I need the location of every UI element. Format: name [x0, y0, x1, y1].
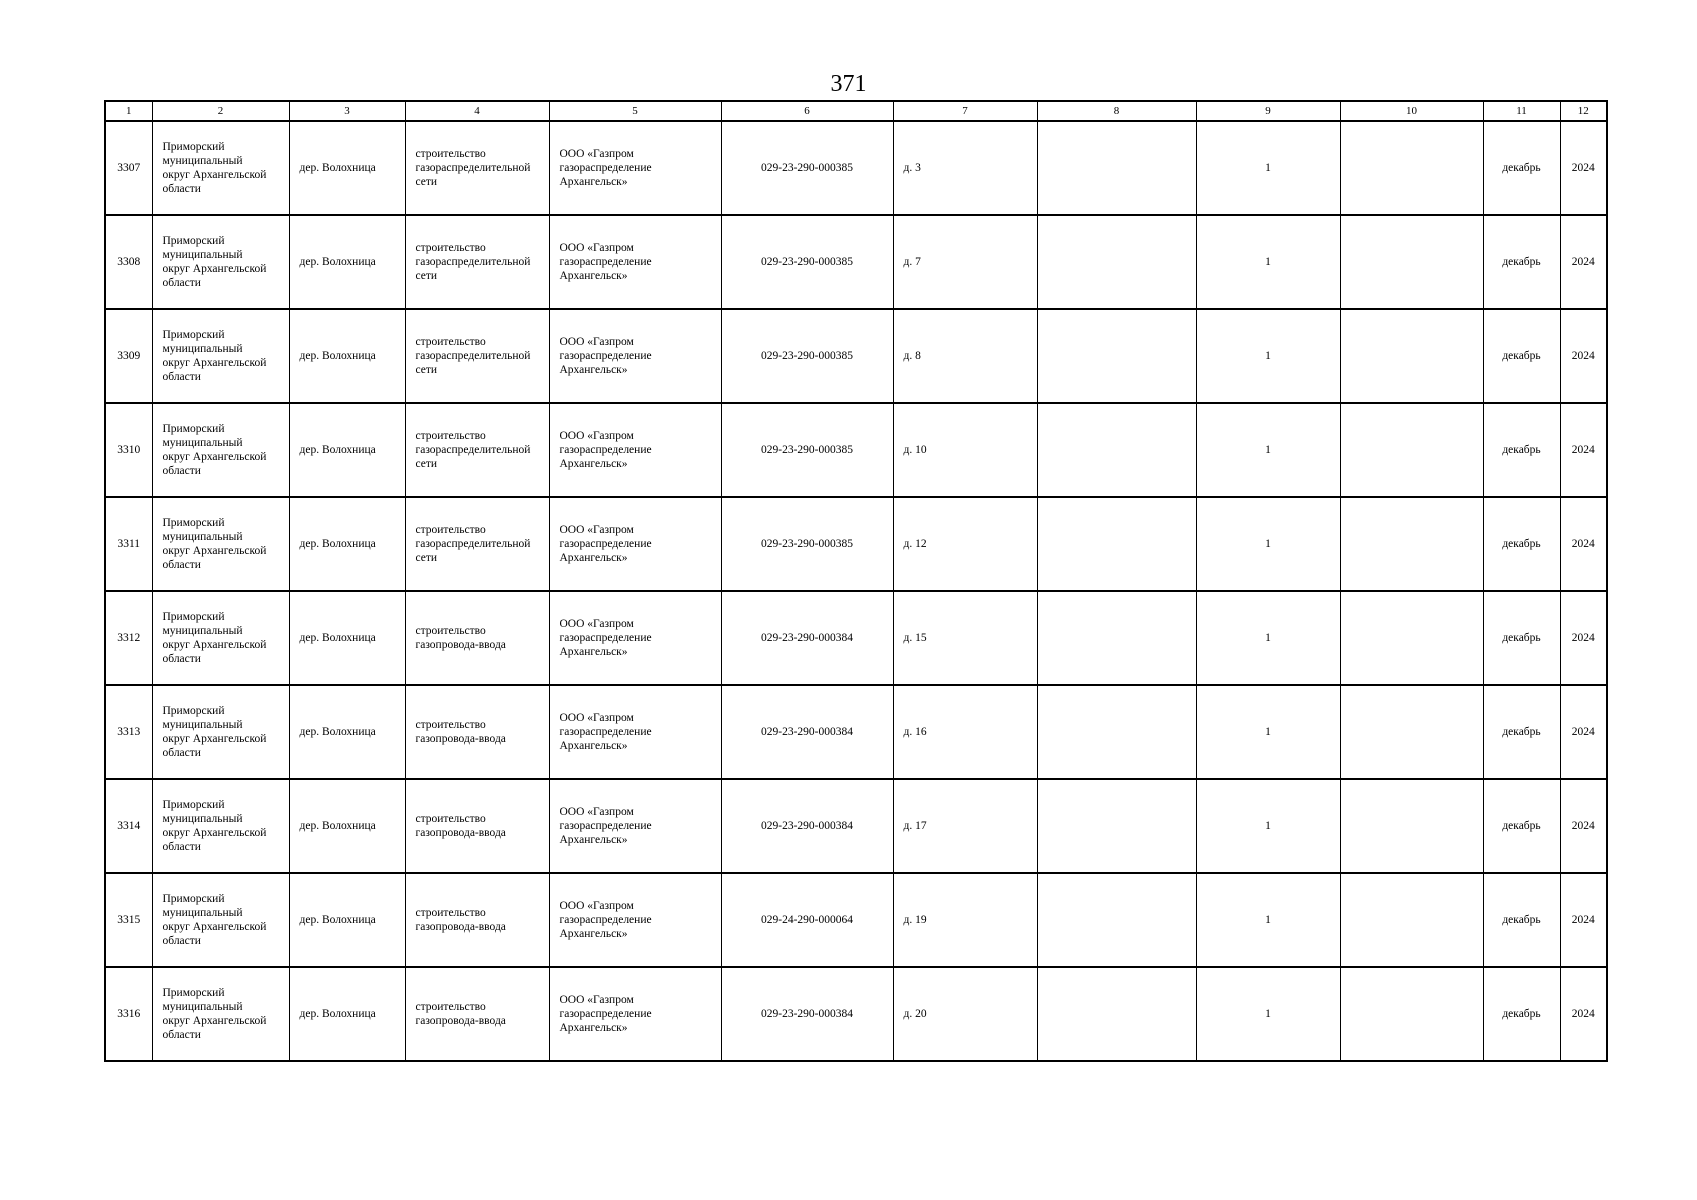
cell-house: д. 3 — [893, 121, 1037, 215]
organization-line: газораспределение — [559, 350, 652, 362]
cell-municipality — [152, 309, 289, 403]
work-line: строительство — [415, 625, 486, 637]
work-line: строительство — [415, 813, 486, 825]
cell-col10 — [1340, 685, 1483, 779]
cell-col10 — [1340, 873, 1483, 967]
cell-count: 1 — [1196, 309, 1340, 403]
municipality-line: муниципальный — [162, 155, 243, 167]
municipality-line: муниципальный — [162, 343, 243, 355]
cell-col8 — [1037, 967, 1196, 1061]
column-header: 9 — [1196, 101, 1340, 121]
work-line: газораспределительной — [415, 350, 531, 362]
cell-row-number: 3309 — [105, 309, 152, 403]
work-line: строительство — [415, 430, 486, 442]
cell-year: 2024 — [1560, 591, 1607, 685]
cell-code: 029-23-290-000384 — [721, 967, 893, 1061]
cell-code: 029-23-290-000384 — [721, 591, 893, 685]
organization-line: ООО «Газпром — [559, 618, 634, 630]
cell-row-number: 3311 — [105, 497, 152, 591]
work-line: строительство — [415, 336, 486, 348]
organization-line: ООО «Газпром — [559, 430, 634, 442]
cell-settlement: дер. Волохница — [289, 121, 405, 215]
cell-work-type — [405, 967, 549, 1061]
cell-work-type — [405, 215, 549, 309]
organization-line: газораспределение — [559, 538, 652, 550]
cell-col10 — [1340, 309, 1483, 403]
cell-house: д. 15 — [893, 591, 1037, 685]
cell-month: декабрь — [1483, 309, 1560, 403]
municipality-line: муниципальный — [162, 1001, 243, 1013]
cell-house: д. 10 — [893, 403, 1037, 497]
cell-col10 — [1340, 779, 1483, 873]
cell-count: 1 — [1196, 215, 1340, 309]
organization-line: ООО «Газпром — [559, 994, 634, 1006]
cell-settlement: дер. Волохница — [289, 873, 405, 967]
cell-col8 — [1037, 497, 1196, 591]
cell-municipality — [152, 967, 289, 1061]
work-line: газопровода-ввода — [415, 733, 506, 745]
table-row — [105, 309, 1607, 403]
cell-code: 029-23-290-000385 — [721, 403, 893, 497]
cell-settlement: дер. Волохница — [289, 497, 405, 591]
municipality-line: округ Архангельской — [162, 639, 267, 651]
municipality-line: округ Архангельской — [162, 357, 267, 369]
cell-organization — [549, 779, 721, 873]
table-row — [105, 215, 1607, 309]
organization-line: Архангельск» — [559, 364, 628, 376]
table-row — [105, 873, 1607, 967]
organization-line: газораспределение — [559, 1008, 652, 1020]
organization-line: газораспределение — [559, 256, 652, 268]
cell-count: 1 — [1196, 967, 1340, 1061]
cell-col8 — [1037, 121, 1196, 215]
organization-line: ООО «Газпром — [559, 806, 634, 818]
cell-code: 029-24-290-000064 — [721, 873, 893, 967]
cell-house: д. 20 — [893, 967, 1037, 1061]
municipality-line: округ Архангельской — [162, 263, 267, 275]
column-header: 8 — [1037, 101, 1196, 121]
cell-month: декабрь — [1483, 685, 1560, 779]
municipality-line: Приморский — [162, 987, 225, 999]
organization-line: ООО «Газпром — [559, 524, 634, 536]
cell-organization — [549, 497, 721, 591]
cell-year: 2024 — [1560, 309, 1607, 403]
organization-line: газораспределение — [559, 726, 652, 738]
cell-row-number: 3313 — [105, 685, 152, 779]
cell-col8 — [1037, 215, 1196, 309]
cell-municipality — [152, 403, 289, 497]
table-row — [105, 967, 1607, 1061]
column-header: 11 — [1483, 101, 1560, 121]
table-row — [105, 497, 1607, 591]
cell-year: 2024 — [1560, 873, 1607, 967]
municipality-line: округ Архангельской — [162, 733, 267, 745]
municipality-line: области — [162, 183, 201, 195]
municipality-line: муниципальный — [162, 719, 243, 731]
cell-organization — [549, 309, 721, 403]
cell-settlement: дер. Волохница — [289, 309, 405, 403]
organization-line: Архангельск» — [559, 928, 628, 940]
municipality-line: муниципальный — [162, 907, 243, 919]
cell-organization — [549, 873, 721, 967]
municipality-line: области — [162, 935, 201, 947]
table-row — [105, 685, 1607, 779]
cell-col8 — [1037, 403, 1196, 497]
cell-count: 1 — [1196, 591, 1340, 685]
cell-municipality — [152, 591, 289, 685]
cell-municipality — [152, 121, 289, 215]
organization-line: ООО «Газпром — [559, 712, 634, 724]
cell-work-type — [405, 403, 549, 497]
cell-year: 2024 — [1560, 967, 1607, 1061]
cell-col10 — [1340, 591, 1483, 685]
column-header: 2 — [152, 101, 289, 121]
work-line: строительство — [415, 242, 486, 254]
cell-col10 — [1340, 497, 1483, 591]
cell-col10 — [1340, 967, 1483, 1061]
municipality-line: области — [162, 559, 201, 571]
organization-line: Архангельск» — [559, 834, 628, 846]
cell-work-type — [405, 685, 549, 779]
column-header: 7 — [893, 101, 1037, 121]
cell-col8 — [1037, 873, 1196, 967]
municipality-line: области — [162, 277, 201, 289]
table-row — [105, 779, 1607, 873]
municipality-line: муниципальный — [162, 437, 243, 449]
cell-code: 029-23-290-000385 — [721, 215, 893, 309]
municipality-line: округ Архангельской — [162, 921, 267, 933]
work-line: газопровода-ввода — [415, 827, 506, 839]
cell-col10 — [1340, 403, 1483, 497]
municipality-line: области — [162, 371, 201, 383]
cell-row-number: 3312 — [105, 591, 152, 685]
organization-line: ООО «Газпром — [559, 148, 634, 160]
column-header: 1 — [105, 101, 152, 121]
municipality-line: Приморский — [162, 141, 225, 153]
cell-work-type — [405, 779, 549, 873]
cell-code: 029-23-290-000384 — [721, 779, 893, 873]
work-line: строительство — [415, 907, 486, 919]
municipality-line: Приморский — [162, 799, 225, 811]
municipality-line: муниципальный — [162, 249, 243, 261]
cell-municipality — [152, 779, 289, 873]
cell-work-type — [405, 121, 549, 215]
cell-settlement: дер. Волохница — [289, 591, 405, 685]
organization-line: газораспределение — [559, 914, 652, 926]
column-header: 12 — [1560, 101, 1607, 121]
cell-work-type — [405, 497, 549, 591]
municipality-line: Приморский — [162, 611, 225, 623]
organization-line: газораспределение — [559, 632, 652, 644]
cell-code: 029-23-290-000385 — [721, 497, 893, 591]
organization-line: ООО «Газпром — [559, 336, 634, 348]
cell-col8 — [1037, 779, 1196, 873]
municipality-line: области — [162, 747, 201, 759]
cell-count: 1 — [1196, 873, 1340, 967]
organization-line: Архангельск» — [559, 552, 628, 564]
organization-line: Архангельск» — [559, 1022, 628, 1034]
cell-work-type — [405, 873, 549, 967]
cell-year: 2024 — [1560, 497, 1607, 591]
cell-house: д. 12 — [893, 497, 1037, 591]
municipality-line: Приморский — [162, 517, 225, 529]
organization-line: Архангельск» — [559, 740, 628, 752]
work-line: газораспределительной — [415, 444, 531, 456]
column-header: 6 — [721, 101, 893, 121]
work-line: газопровода-ввода — [415, 639, 506, 651]
cell-row-number: 3314 — [105, 779, 152, 873]
municipality-line: Приморский — [162, 893, 225, 905]
municipality-line: округ Архангельской — [162, 451, 267, 463]
cell-code: 029-23-290-000385 — [721, 121, 893, 215]
cell-month: декабрь — [1483, 403, 1560, 497]
column-header: 3 — [289, 101, 405, 121]
organization-line: ООО «Газпром — [559, 900, 634, 912]
cell-year: 2024 — [1560, 215, 1607, 309]
cell-count: 1 — [1196, 403, 1340, 497]
cell-col10 — [1340, 121, 1483, 215]
municipality-line: Приморский — [162, 423, 225, 435]
work-line: газораспределительной — [415, 256, 531, 268]
cell-row-number: 3315 — [105, 873, 152, 967]
organization-line: газораспределение — [559, 444, 652, 456]
cell-work-type — [405, 309, 549, 403]
cell-house: д. 8 — [893, 309, 1037, 403]
cell-house: д. 19 — [893, 873, 1037, 967]
cell-house: д. 16 — [893, 685, 1037, 779]
cell-col8 — [1037, 591, 1196, 685]
cell-organization — [549, 967, 721, 1061]
cell-row-number: 3308 — [105, 215, 152, 309]
work-line: газопровода-ввода — [415, 921, 506, 933]
table-row — [105, 591, 1607, 685]
cell-organization — [549, 591, 721, 685]
cell-municipality — [152, 215, 289, 309]
table-row — [105, 403, 1607, 497]
column-header: 5 — [549, 101, 721, 121]
municipality-line: муниципальный — [162, 625, 243, 637]
work-line: строительство — [415, 1001, 486, 1013]
municipality-line: округ Архангельской — [162, 1015, 267, 1027]
cell-year: 2024 — [1560, 685, 1607, 779]
work-line: сети — [415, 270, 438, 282]
work-line: строительство — [415, 524, 486, 536]
cell-organization — [549, 403, 721, 497]
cell-settlement: дер. Волохница — [289, 779, 405, 873]
organization-line: Архангельск» — [559, 176, 628, 188]
cell-code: 029-23-290-000384 — [721, 685, 893, 779]
municipality-line: округ Архангельской — [162, 827, 267, 839]
organization-line: Архангельск» — [559, 270, 628, 282]
cell-settlement: дер. Волохница — [289, 685, 405, 779]
cell-work-type — [405, 591, 549, 685]
work-line: сети — [415, 458, 438, 470]
cell-year: 2024 — [1560, 779, 1607, 873]
municipality-line: области — [162, 841, 201, 853]
work-line: сети — [415, 552, 438, 564]
cell-municipality — [152, 685, 289, 779]
cell-row-number: 3316 — [105, 967, 152, 1061]
column-header: 4 — [405, 101, 549, 121]
cell-month: декабрь — [1483, 121, 1560, 215]
cell-count: 1 — [1196, 685, 1340, 779]
organization-line: ООО «Газпром — [559, 242, 634, 254]
cell-col8 — [1037, 685, 1196, 779]
cell-organization — [549, 121, 721, 215]
cell-municipality — [152, 497, 289, 591]
cell-month: декабрь — [1483, 215, 1560, 309]
cell-col8 — [1037, 309, 1196, 403]
municipality-line: области — [162, 1029, 201, 1041]
cell-organization — [549, 215, 721, 309]
cell-col10 — [1340, 215, 1483, 309]
municipality-line: округ Архангельской — [162, 169, 267, 181]
table-body — [105, 121, 1607, 1061]
work-line: газораспределительной — [415, 162, 531, 174]
municipality-line: Приморский — [162, 235, 225, 247]
municipality-line: муниципальный — [162, 531, 243, 543]
municipality-line: области — [162, 653, 201, 665]
cell-settlement: дер. Волохница — [289, 967, 405, 1061]
cell-year: 2024 — [1560, 403, 1607, 497]
table-row — [105, 121, 1607, 215]
column-number-row — [105, 101, 1607, 121]
work-line: строительство — [415, 719, 486, 731]
cell-settlement: дер. Волохница — [289, 403, 405, 497]
page-number: 371 — [830, 71, 867, 97]
work-line: строительство — [415, 148, 486, 160]
work-line: газопровода-ввода — [415, 1015, 506, 1027]
cell-month: декабрь — [1483, 591, 1560, 685]
organization-line: газораспределение — [559, 820, 652, 832]
cell-count: 1 — [1196, 121, 1340, 215]
municipality-line: Приморский — [162, 329, 225, 341]
cell-year: 2024 — [1560, 121, 1607, 215]
cell-organization — [549, 685, 721, 779]
cell-month: декабрь — [1483, 873, 1560, 967]
column-header: 10 — [1340, 101, 1483, 121]
registry-table — [104, 100, 1608, 1062]
cell-month: декабрь — [1483, 497, 1560, 591]
cell-house: д. 17 — [893, 779, 1037, 873]
municipality-line: области — [162, 465, 201, 477]
cell-house: д. 7 — [893, 215, 1037, 309]
municipality-line: муниципальный — [162, 813, 243, 825]
cell-count: 1 — [1196, 497, 1340, 591]
work-line: сети — [415, 176, 438, 188]
cell-month: декабрь — [1483, 779, 1560, 873]
organization-line: Архангельск» — [559, 458, 628, 470]
cell-row-number: 3307 — [105, 121, 152, 215]
work-line: газораспределительной — [415, 538, 531, 550]
cell-month: декабрь — [1483, 967, 1560, 1061]
work-line: сети — [415, 364, 438, 376]
municipality-line: Приморский — [162, 705, 225, 717]
cell-code: 029-23-290-000385 — [721, 309, 893, 403]
organization-line: Архангельск» — [559, 646, 628, 658]
organization-line: газораспределение — [559, 162, 652, 174]
cell-settlement: дер. Волохница — [289, 215, 405, 309]
cell-municipality — [152, 873, 289, 967]
cell-row-number: 3310 — [105, 403, 152, 497]
municipality-line: округ Архангельской — [162, 545, 267, 557]
cell-count: 1 — [1196, 779, 1340, 873]
